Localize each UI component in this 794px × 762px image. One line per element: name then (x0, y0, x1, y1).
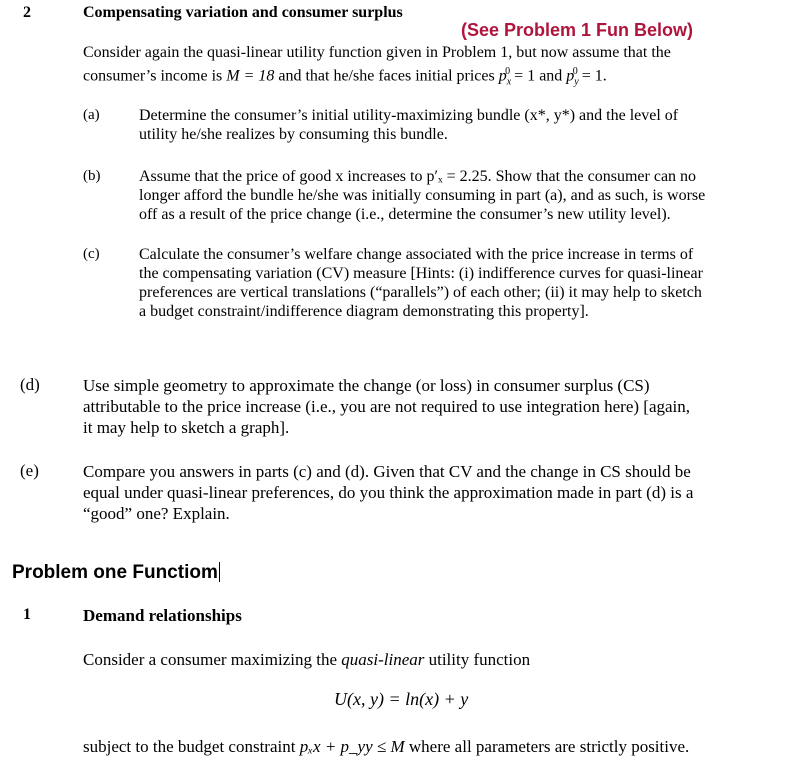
part-e-line-1: Compare you answers in parts (c) and (d). Given that CV and the change in CS should be (83, 462, 691, 481)
part-c-line-3: preferences are vertical translations (“parallels”) of each other; (ii) it may help to sketch (139, 284, 702, 301)
part-e-line-3: “good” one? Explain. (83, 504, 230, 523)
part-b-label: (b) (83, 168, 101, 184)
intro-line-1: Consider again the quasi-linear utility function given in Problem 1, but now assume that the (83, 44, 671, 61)
part-b-line-2: longer afford the bundle he/she was initially consuming in part (a), and as such, is worse (139, 187, 706, 204)
utility-equation: U(x, y) = ln(x) + y (334, 689, 469, 709)
see-problem-note: (See Problem 1 Fun Below) (461, 20, 694, 40)
part-a-label: (a) (83, 107, 100, 123)
problem-one-heading[interactable]: Problem one Functiom (12, 562, 218, 583)
part-c-line-1: Calculate the consumer’s welfare change associated with the price increase in terms of (139, 246, 694, 263)
part-a-line-2: utility he/she realizes by consuming this bundle. (139, 126, 448, 143)
problem-number: 2 (23, 4, 31, 21)
part-b-line-1: Assume that the price of good x increases to p′ₓ = 2.25. Show that the consumer can no (139, 168, 697, 185)
problem1-number: 1 (23, 606, 31, 623)
part-b-line-3: off as a result of the price change (i.e., determine the consumer’s new utility level). (139, 206, 671, 223)
part-d-line-3: it may help to sketch a graph]. (83, 418, 290, 437)
part-c-label: (c) (83, 246, 100, 262)
problem1-title: Demand relationships (83, 606, 242, 625)
part-e-line-2: equal under quasi-linear preferences, do you think the approximation made in part (d) is a (83, 483, 694, 502)
part-e-label: (e) (20, 461, 39, 480)
part-d-label: (d) (20, 375, 40, 394)
part-d-line-1: Use simple geometry to approximate the change (or loss) in consumer surplus (CS) (83, 376, 650, 395)
intro-line-2: consumer’s income is M = 18 and that he/she faces initial prices $p_x^0 = 1$ and $p_y^0 = 1$. (83, 66, 607, 88)
budget-constraint-line: subject to the budget constraint pₓx + p_yy ≤ M where all parameters are strictly positive. (83, 737, 690, 756)
problem1-intro: Consider a consumer maximizing the quasi-linear utility function (83, 650, 531, 669)
problem-title: Compensating variation and consumer surplus (83, 4, 403, 21)
part-a-line-1: Determine the consumer’s initial utility-maximizing bundle (x*, y*) and the level of (139, 107, 679, 124)
part-d-line-2: attributable to the price increase (i.e., you are not required to use integration here) [again, (83, 397, 691, 416)
part-c-line-2: the compensating variation (CV) measure [Hints: (i) indifference curves for quasi-linear (139, 265, 703, 282)
text-cursor (219, 562, 220, 582)
part-c-line-4: a budget constraint/indifference diagram demonstrating this property]. (139, 303, 589, 320)
